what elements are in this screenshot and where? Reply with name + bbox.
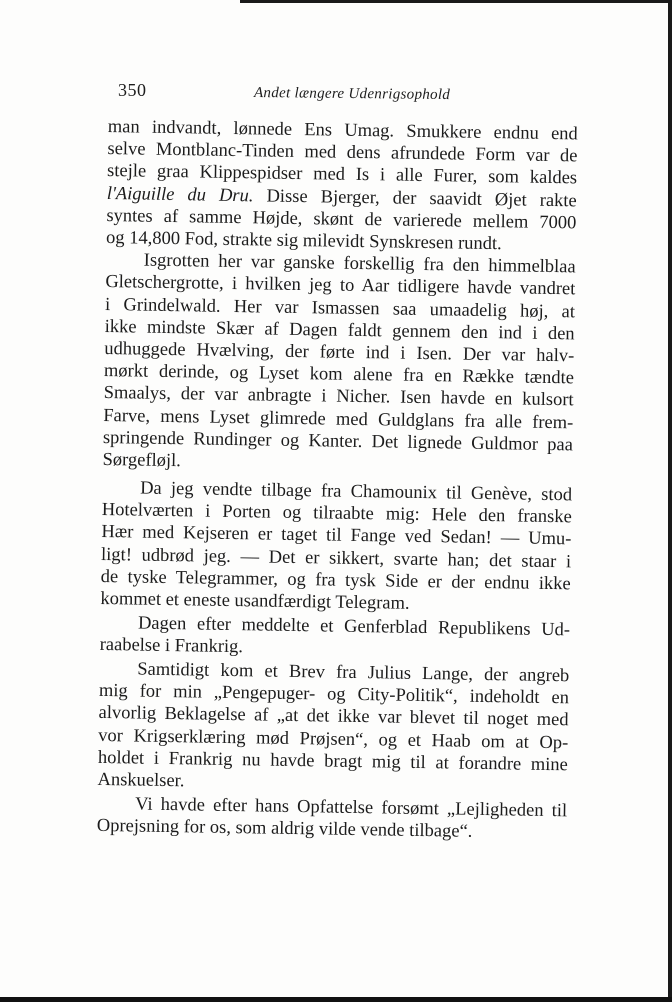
scan-border-top (240, 0, 672, 3)
page-header (118, 80, 578, 106)
text-line: holdet i Frankrig nu havde bragt mig til at forandre mine (97, 747, 569, 776)
text-line: Isgrotten her var ganske forskellig fra den himmelblaa (143, 250, 576, 278)
text-line: Gletschergrotte, i hvilken jeg to Aar tidligere havde vandret (105, 272, 576, 300)
body-text (0, 114, 672, 842)
text-line: alvorlig Beklagelse af „at det ikke var blevet til noget med (98, 703, 569, 731)
running-title: Andet længere Udenrigsophold (253, 85, 451, 104)
text-line: Hær med Kejseren er taget til Fange ved Sedan! — Umu- (101, 522, 572, 550)
text-line: Da jeg vendte tilbage fra Chamounix til Genève, stod (139, 478, 573, 506)
text-line: Oprejsning for os, som aldrig vilde vende tilbage“. (96, 816, 473, 842)
text-line: springende Rundinger og Kanter. Det lignede Guldmor paa (102, 427, 574, 456)
page-number: 350 (118, 80, 147, 100)
text-line: mig for min „Pengepuger- og City-Politik“, indeholdt en (98, 681, 570, 709)
text-line: Farve, mens Lyset glimrede med Guldglans fra alle frem- (103, 405, 574, 433)
text-line: Dagen efter meddelte et Genferblad Republikens Ud- (137, 613, 571, 641)
text-line: ikke mindste Skær af Dagen faldt gennem den ind i den (104, 316, 575, 345)
text-line: Samtidigt kom et Brev fra Julius Lange, der angreb (137, 659, 570, 687)
text-line: vor Krigserklæring mød Prøjsen“, og et Haab om at Op- (98, 725, 569, 753)
text-line: raabelse i Frankrig. (99, 635, 244, 658)
text-line: Hotelværten i Porten og tilraabte mig: Hele den franske (101, 500, 572, 528)
text-line: Anskuelser. (97, 769, 185, 792)
text-line: Vi havde efter hans Opfattelse forsømt „Lejligheden til (135, 794, 568, 822)
text-line: selve Montblanc-Tinden med dens afrundede Form var de (107, 139, 578, 167)
text-line: og 14,800 Fod, strakte sig milevidt Synskresen rundt. (105, 227, 502, 255)
text-line: mørkt derinde, og Lyset kom alene fra en Række tændte (103, 361, 575, 389)
text-line: l'Aiguille du Dru. Disse Bjerger, der saavidt Øjet rakte (106, 183, 577, 211)
text-line: i Grindelwald. Her var Ismassen saa umaadelig høj, at (104, 294, 576, 322)
text-line: de tyske Telegrammer, og fra tysk Side er der endnu ikke (100, 566, 571, 595)
text-line: kommet et eneste usandfærdigt Telegram. (100, 588, 410, 614)
text-line: man indvandt, lønnede Ens Umag. Smukkere endnu end (107, 116, 578, 145)
text-line: syntes af samme Højde, skønt de varierede mellem 7000 (106, 205, 577, 234)
text-line: stejle graa Klippespidser med Is i alle Furer, som kaldes (106, 161, 578, 189)
scan-border-bottom (0, 997, 672, 1002)
text-line: udhuggede Hvælving, der førte ind i Isen. Der var halv- (104, 338, 575, 367)
text-line: ligt! udbrød jeg. — Det er sikkert, svarte han; det staar i (100, 544, 572, 572)
scan-border-right (668, 0, 672, 1002)
text-line: Smaalys, der var anbragte i Nicher. Isen havde en kulsort (103, 383, 574, 411)
text-line: Sørgefløjl. (102, 449, 182, 472)
